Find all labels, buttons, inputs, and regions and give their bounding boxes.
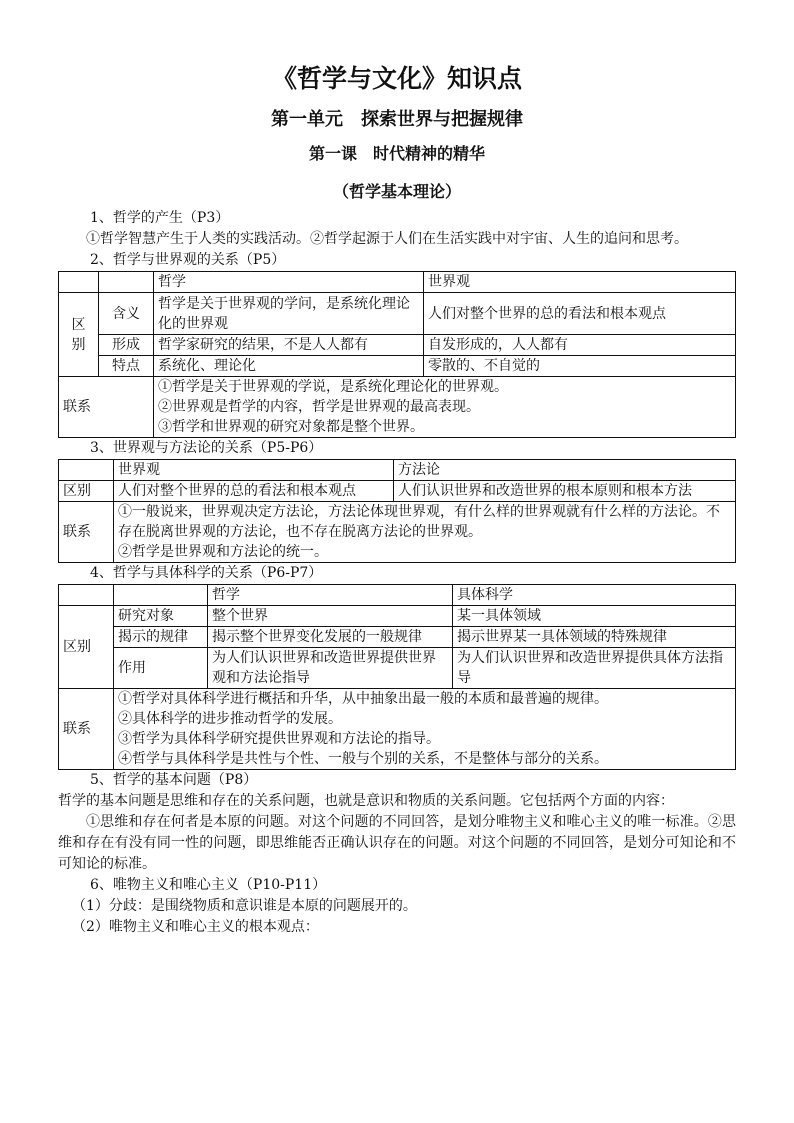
table-row [59, 293, 736, 335]
table-header-cell: 具体科学 [453, 585, 736, 606]
table-cell: 揭示整个世界变化发展的一般规律 [208, 627, 453, 648]
table-header-cell: 世界观 [114, 460, 394, 481]
table-cell: 人们对整个世界的总的看法和根本观点 [114, 481, 394, 502]
table-row [59, 335, 736, 356]
link-item: ③哲学和世界观的研究对象都是整个世界。 [158, 419, 424, 435]
table-row [59, 356, 736, 377]
section-5-paragraph-1: 哲学的基本问题是思维和存在的关系问题，也就是意识和物质的关系问题。它包括两个方面的内容： [58, 793, 674, 809]
link-item: ④哲学与具体科学是共性与个性、一般与个别的关系，不是整体与部分的关系。 [118, 751, 608, 767]
table-cell [59, 272, 99, 293]
link-content-cell [154, 377, 736, 438]
table-header-row [59, 460, 736, 481]
section-5-heading: 5、哲学的基本问题（P8） [90, 772, 258, 788]
table-cell: 揭示世界某一具体领域的特殊规律 [453, 627, 736, 648]
section-4-heading: 4、哲学与具体科学的关系（P6-P7） [90, 565, 323, 581]
table-header-cell: 方法论 [394, 460, 736, 481]
diff-label: 区别 [71, 316, 86, 353]
table-cell: 哲学家研究的结果，不是人人都有 [154, 335, 424, 356]
table-cell: 人们认识世界和改造世界的根本原则和根本方法 [394, 481, 736, 502]
diff-label-cell [59, 293, 99, 377]
table-cell: 系统化、理论化 [154, 356, 424, 377]
table-row [59, 648, 736, 689]
link-item: ②哲学是世界观和方法论的统一。 [118, 544, 328, 560]
table-header-row [59, 585, 736, 606]
table-row [59, 502, 736, 563]
table-cell: 整个世界 [208, 606, 453, 627]
row-label-cell: 含义 [99, 293, 154, 335]
table-row [59, 606, 736, 627]
table-header-cell: 哲学 [154, 272, 424, 293]
row-label-cell: 揭示的规律 [114, 627, 208, 648]
row-label-cell: 研究对象 [114, 606, 208, 627]
table-header-row [59, 272, 736, 293]
table-cell: 为人们认识世界和改造世界提供世界观和方法论指导 [208, 648, 453, 689]
diff-label-cell: 区别 [59, 606, 114, 689]
unit-heading: 第一单元 探索世界与把握规律 [271, 109, 523, 130]
link-content-cell [114, 689, 736, 770]
row-label-cell: 作用 [114, 648, 208, 689]
link-content-cell [114, 502, 736, 563]
table-cell: 零散的、不自觉的 [424, 356, 736, 377]
table-row [59, 689, 736, 770]
section-5-paragraph-2: ①思维和存在何者是本原的问题。对这个问题的不同回答，是划分唯物主义和唯心主义的唯一标准。②思维和存在有没有同一性的问题，即思维能否正确认识存在的问题。对这个问题的不同回答，是划分可知论和不可知论的标准。 [58, 814, 736, 872]
link-item: ①哲学是关于世界观的学说，是系统化理论化的世界观。 [158, 379, 508, 395]
table-row [59, 627, 736, 648]
worldview-methodology-table [58, 459, 736, 563]
table-row [59, 481, 736, 502]
row-label-cell: 特点 [99, 356, 154, 377]
section-6-item-1: （1）分歧：是围绕物质和意识谁是本原的问题展开的。 [72, 898, 417, 914]
link-item: ②世界观是哲学的内容，哲学是世界观的最高表现。 [158, 399, 480, 415]
theory-heading: （哲学基本理论） [332, 182, 461, 201]
link-label-cell: 联系 [59, 377, 154, 438]
table-cell: 哲学是关于世界观的学问，是系统化理论化的世界观 [154, 293, 424, 335]
lesson-heading: 第一课 时代精神的精华 [308, 144, 485, 163]
diff-label-cell: 区别 [59, 481, 114, 502]
table-cell [59, 460, 114, 481]
section-2-heading: 2、哲学与世界观的关系（P5） [90, 252, 286, 268]
section-6-heading: 6、唯物主义和唯心主义（P10-P11） [90, 877, 327, 893]
link-item: ①一般说来，世界观决定方法论，方法论体现世界观，有什么样的世界观就有什么样的方法论。不存在脱离世界观的方法论，也不存在脱离方法论的世界观。 [118, 504, 720, 540]
link-label-cell: 联系 [59, 502, 114, 563]
link-item: ①哲学对具体科学进行概括和升华，从中抽象出最一般的本质和最普遍的规律。 [118, 691, 608, 707]
table-row [59, 377, 736, 438]
table-cell [114, 585, 208, 606]
link-label-cell: 联系 [59, 689, 114, 770]
document-page [58, 62, 736, 938]
section-3-heading: 3、世界观与方法论的关系（P5-P6） [90, 440, 323, 456]
table-header-cell: 世界观 [424, 272, 736, 293]
philosophy-science-table [58, 584, 736, 770]
table-cell: 为人们认识世界和改造世界提供具体方法指导 [453, 648, 736, 689]
section-6-item-2: （2）唯物主义和唯心主义的根本观点： [72, 919, 319, 935]
row-label-cell: 形成 [99, 335, 154, 356]
table-cell: 自发形成的，人人都有 [424, 335, 736, 356]
section-1-text: ①哲学智慧产生于人类的实践活动。②哲学起源于人们在生活实践中对宇宙、人生的追问和思考。 [86, 231, 688, 247]
philosophy-worldview-table [58, 271, 736, 438]
link-item: ②具体科学的进步推动哲学的发展。 [118, 711, 342, 727]
section-1-heading: 1、哲学的产生（P3） [90, 210, 230, 226]
document-title: 《哲学与文化》知识点 [271, 64, 522, 93]
link-item: ③哲学为具体科学研究提供世界观和方法论的指导。 [118, 731, 440, 747]
table-header-cell: 哲学 [208, 585, 453, 606]
table-cell: 人们对整个世界的总的看法和根本观点 [424, 293, 736, 335]
table-cell [99, 272, 154, 293]
table-cell [59, 585, 114, 606]
table-cell: 某一具体领域 [453, 606, 736, 627]
